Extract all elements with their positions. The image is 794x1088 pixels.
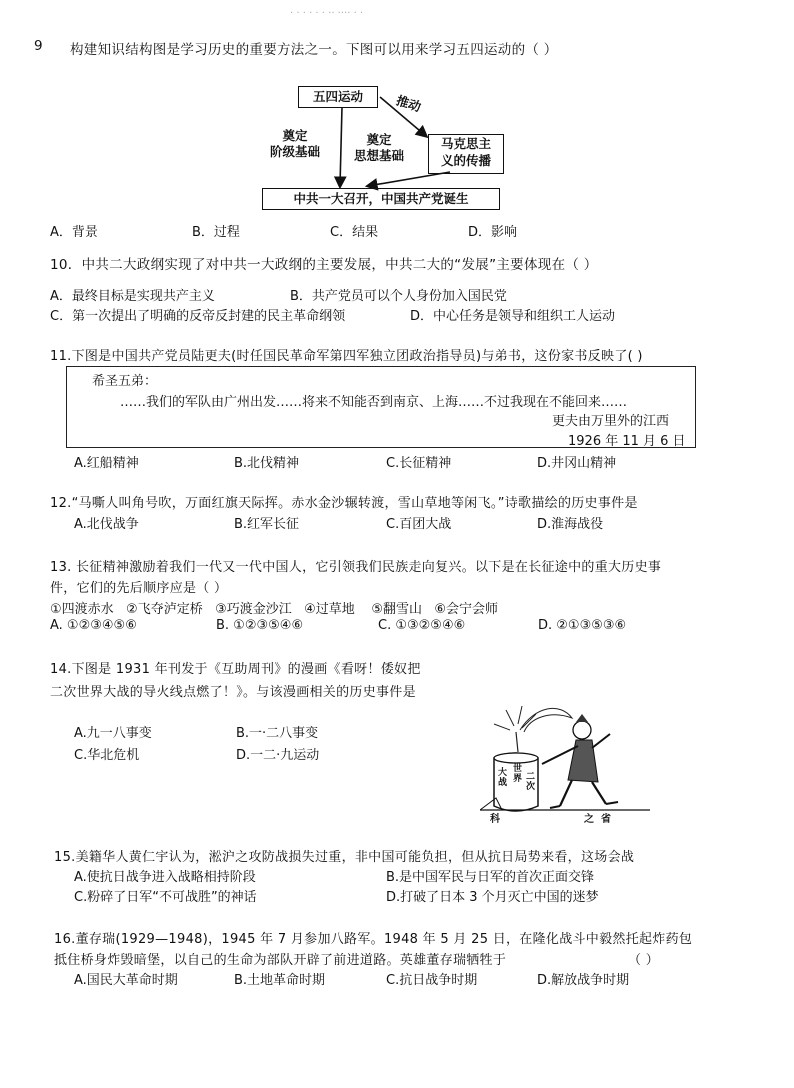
q16-option-b[interactable]: B.土地革命时期 (234, 973, 326, 988)
letter-signature: 更夫由万里外的江西 (552, 414, 670, 429)
q14-option-a[interactable]: A.九一八事变 (74, 726, 152, 741)
diagram-box-marxism: 马克思主 义的传播 (428, 134, 504, 174)
q12-option-c[interactable]: C.百团大战 (386, 517, 452, 532)
q11-option-c[interactable]: C.长征精神 (386, 456, 452, 471)
arrow-class-foundation (340, 107, 342, 186)
q11-option-d[interactable]: D.井冈山精神 (537, 456, 617, 471)
arrow-thought-foundation (368, 172, 450, 186)
q10-option-b[interactable]: B．共产党员可以个人身份加入国民党 (290, 289, 507, 304)
diagram-arrows (250, 80, 520, 195)
q13-option-b[interactable]: B. ①②③⑤④⑥ (216, 618, 304, 633)
question-12-text: 12.“马嘶人叫角号吹，万面红旗天际挥。赤水金沙辗转渡，雪山草地等闲飞。”诗歌描绘的历史事件是 (50, 496, 638, 511)
question-16-text-line2: 抵住桥身炸毁暗堡，以自己的生命为部队开辟了前进道路。英雄董存瑞牺牲于 (54, 953, 507, 968)
q12-option-a[interactable]: A.北伐战争 (74, 517, 139, 532)
question-15-text: 15.美籍华人黄仁宇认为，淞沪之攻防战损失过重，非中国可能负担，但从抗日局势来看，这场会战 (54, 850, 635, 865)
q16-option-a[interactable]: A.国民大革命时期 (74, 973, 178, 988)
q12-option-b[interactable]: B.红军长征 (234, 517, 300, 532)
q11-option-a[interactable]: A.红船精神 (74, 456, 139, 471)
q16-option-c[interactable]: C.抗日战争时期 (386, 973, 478, 988)
header-fragment: · · · · · · ·· ···· · · (290, 8, 364, 19)
q14-cartoon (480, 688, 650, 823)
diagram-label-class-foundation: 奠定 阶级基础 (270, 128, 321, 159)
q15-option-b[interactable]: B.是中国军民与日军的首次正面交锋 (386, 870, 595, 885)
q14-option-b[interactable]: B.一·二八事变 (236, 726, 319, 741)
question-11-text: 11.下图是中国共产党员陆更夫(时任国民革命军第四军独立团政治指导员)与弟书，这份家书反映了( ) (50, 349, 643, 364)
cartoon-ground-text-left: 科 (490, 814, 500, 825)
q13-option-a[interactable]: A. ①②③④⑤⑥ (50, 618, 137, 633)
q14-option-c[interactable]: C.华北危机 (74, 748, 140, 763)
q10-option-c[interactable]: C．第一次提出了明确的反帝反封建的民主革命纲领 (50, 309, 346, 324)
cartoon-bomb-text-right: 二 次 (526, 772, 536, 792)
cartoon-bomb-text-left: 大 战 (498, 768, 508, 788)
q14-option-d[interactable]: D.一二·九运动 (236, 748, 320, 763)
q11-option-b[interactable]: B.北伐精神 (234, 456, 300, 471)
question-13-text-line1: 13. 长征精神激励着我们一代又一代中国人，它引领我们民族走向复兴。以下是在长征途中的重大历史事 (50, 560, 662, 575)
q9-option-b[interactable]: B．过程 (192, 225, 240, 240)
q15-option-a[interactable]: A.使抗日战争进入战略相持阶段 (74, 870, 256, 885)
diagram-box-cpc-founding: 中共一大召开，中国共产党诞生 (262, 188, 500, 210)
diagram-label-thought-foundation: 奠定 思想基础 (354, 132, 405, 163)
question-14-text-line2: 二次世界大战的导火线点燃了！》。与该漫画相关的历史事件是 (50, 685, 416, 700)
q15-option-d[interactable]: D.打破了日本 3 个月灭亡中国的迷梦 (386, 890, 599, 905)
letter-date: 1926 年 11 月 6 日 (568, 434, 686, 449)
diagram-label-push: 推动 (394, 92, 423, 115)
letter-body: ……我们的军队由广州出发……将来不知能否到南京、上海……不过我现在不能回来…… (120, 395, 628, 410)
question-9-number: 9 (34, 38, 43, 54)
q12-option-d[interactable]: D.淮海战役 (537, 517, 604, 532)
question-9-text: 构建知识结构图是学习历史的重要方法之一。下图可以用来学习五四运动的（ ） (70, 42, 558, 58)
arrow-to-marxism (380, 97, 426, 136)
cartoon-ground-text-right: 之 省 (584, 814, 611, 825)
question-16-text-line1: 16.董存瑞(1929—1948)，1945 年 7 月参加八路军。1948 年 5 月 25 日，在隆化战斗中毅然托起炸药包 (54, 932, 693, 947)
q10-option-a[interactable]: A．最终目标是实现共产主义 (50, 289, 215, 304)
question-10-text: 10．中共二大政纲实现了对中共一大政纲的主要发展，中共二大的“发展”主要体现在（ ） (50, 257, 598, 273)
q9-option-c[interactable]: C．结果 (330, 225, 379, 240)
question-16-answer-blank[interactable]: （ ） (628, 953, 660, 968)
q13-events-list: ①四渡赤水 ②飞夺泸定桥 ③巧渡金沙江 ④过草地 ⑤翻雪山 ⑥会宁会师 (50, 602, 499, 617)
q9-option-d[interactable]: D．影响 (468, 225, 518, 240)
q16-option-d[interactable]: D.解放战争时期 (537, 973, 630, 988)
q13-option-d[interactable]: D. ②①③⑤③⑥ (538, 618, 627, 633)
q15-option-c[interactable]: C.粉碎了日军“不可战胜”的神话 (74, 890, 257, 905)
question-13-text-line2: 件，它们的先后顺序应是（ ） (50, 581, 228, 596)
diagram-box-may-fourth: 五四运动 (298, 86, 378, 108)
q13-option-c[interactable]: C. ①③②⑤④⑥ (378, 618, 466, 633)
cartoon-bomb-text-mid: 世 界 (513, 764, 523, 784)
q10-option-d[interactable]: D．中心任务是领导和组织工人运动 (410, 309, 616, 324)
cartoon-drawing (480, 688, 650, 823)
question-14-text-line1: 14.下图是 1931 年刊发于《互助周刊》的漫画《看呀！倭奴把 (50, 662, 421, 677)
letter-greeting: 希圣五弟： (92, 374, 158, 389)
q9-option-a[interactable]: A．背景 (50, 225, 98, 240)
